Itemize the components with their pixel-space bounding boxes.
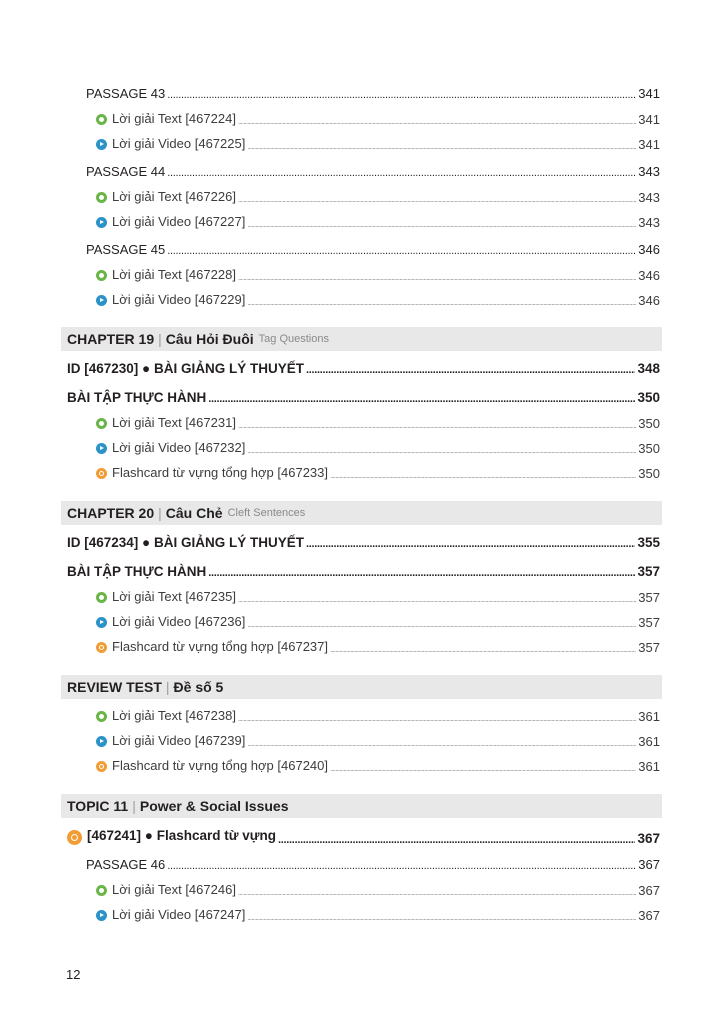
toc-label: PASSAGE 43 [86,86,166,101]
toc-page: 361 [638,734,660,749]
flashcard-icon [96,761,107,772]
toc-label: Lời giải Video [467236] [112,614,246,629]
text-solution-icon [96,114,107,125]
leader-dots [167,89,636,101]
flashcard-icon [67,830,82,845]
toc-text-solution[interactable] [96,189,660,205]
toc-label: Lời giải Video [467225] [112,136,246,151]
toc-page: 357 [637,564,660,579]
toc-video-solution[interactable] [96,214,660,230]
flashcard-icon [96,642,107,653]
toc-text-solution[interactable] [96,589,660,605]
toc-label: ID [467234] ● BÀI GIẢNG LÝ THUYẾT [67,535,304,550]
toc-label: Lời giải Text [467238] [112,708,236,723]
toc-label: Flashcard từ vựng tổng hợp [467237] [112,639,329,654]
video-solution-icon [96,139,107,150]
toc-lecture[interactable] [67,361,660,376]
toc-label: Lời giải Video [467227] [112,214,246,229]
toc-page: 367 [638,908,660,923]
toc-page: 346 [638,293,660,308]
toc-label: PASSAGE 46 [86,857,166,872]
leader-dots [238,423,636,430]
video-solution-icon [96,617,107,628]
toc-page: 367 [638,857,660,872]
toc-page: 350 [637,390,660,405]
video-solution-icon [96,736,107,747]
video-solution-icon [96,295,107,306]
leader-dots [167,245,636,257]
text-solution-icon [96,270,107,281]
toc-text-solution[interactable] [96,415,660,431]
separator: | [158,505,162,521]
toc-label: Flashcard từ vựng tổng hợp [467233] [112,465,329,480]
chapter-19-header [61,327,662,351]
toc-label: BÀI TẬP THỰC HÀNH [67,564,207,579]
toc-flashcard[interactable] [96,639,660,655]
toc-label: Lời giải Video [467247] [112,907,246,922]
toc-label: Lời giải Video [467229] [112,292,246,307]
video-solution-icon [96,910,107,921]
leader-dots [330,647,636,654]
toc-passage-43[interactable] [86,86,660,101]
leader-dots [238,890,636,897]
chapter-name: Câu Hỏi Đuôi [165,331,254,347]
toc-video-solution[interactable] [96,907,660,923]
toc-video-solution[interactable] [96,292,660,308]
toc-video-solution[interactable] [96,136,660,152]
chapter-title: CHAPTER 19 [67,331,155,347]
toc-label: ID [467230] ● BÀI GIẢNG LÝ THUYẾT [67,361,304,376]
toc-page: 343 [638,190,660,205]
toc-page: 341 [638,112,660,127]
text-solution-icon [96,885,107,896]
toc-video-solution[interactable] [96,614,660,630]
toc-page: 355 [637,535,660,550]
toc-label: Flashcard từ vựng tổng hợp [467240] [112,758,329,773]
chapter-title: TOPIC 11 [67,798,129,814]
toc-page: 350 [638,441,660,456]
toc-page: 357 [638,615,660,630]
chapter-name: Đề số 5 [173,679,224,695]
leader-dots [330,766,636,773]
leader-dots [247,915,636,922]
toc-practice[interactable] [67,564,660,579]
toc-page: 350 [638,416,660,431]
toc-label: BÀI TẬP THỰC HÀNH [67,390,207,405]
toc-text-solution[interactable] [96,267,660,283]
chapter-english-name: Cleft Sentences [227,507,306,519]
chapter-name: Power & Social Issues [139,798,289,814]
toc-practice[interactable] [67,390,660,405]
leader-dots [306,538,636,550]
toc-page: 361 [638,709,660,724]
toc-page: 341 [638,86,660,101]
leader-dots [247,144,636,151]
chapter-title: REVIEW TEST [67,679,162,695]
toc-label: [467241] ● Flashcard từ vựng [87,828,277,843]
review-test-header [61,675,662,699]
toc-label: PASSAGE 45 [86,242,166,257]
toc-page: 341 [638,137,660,152]
leader-dots [208,393,635,405]
toc-label: Lời giải Text [467235] [112,589,236,604]
toc-passage-45[interactable] [86,242,660,257]
toc-label: Lời giải Text [467228] [112,267,236,282]
toc-page: 357 [638,590,660,605]
flashcard-icon [96,468,107,479]
video-solution-icon [96,217,107,228]
leader-dots [330,473,636,480]
separator: | [158,331,162,347]
toc-flashcard[interactable] [96,465,660,481]
chapter-20-header [61,501,662,525]
toc-label: Lời giải Text [467224] [112,111,236,126]
toc-text-solution[interactable] [96,882,660,898]
text-solution-icon [96,192,107,203]
toc-label: Lời giải Text [467246] [112,882,236,897]
toc-page: 357 [638,640,660,655]
leader-dots [238,197,636,204]
toc-text-solution[interactable] [96,111,660,127]
chapter-english-name: Tag Questions [258,333,329,345]
leader-dots [247,300,636,307]
text-solution-icon [96,418,107,429]
toc-text-solution[interactable] [96,708,660,724]
separator: | [165,679,170,695]
text-solution-icon [96,711,107,722]
toc-page: 350 [638,466,660,481]
toc-label: PASSAGE 44 [86,164,166,179]
leader-dots [167,167,636,179]
leader-dots [247,448,636,455]
toc-video-solution[interactable] [96,733,660,749]
toc-page: 361 [638,759,660,774]
toc-page: 348 [637,361,660,376]
separator: | [132,798,136,814]
leader-dots [238,716,636,723]
leader-dots [278,834,635,846]
toc-flashcard[interactable] [96,758,660,774]
topic-11-header [61,794,662,818]
page-number: 12 [66,967,81,982]
leader-dots [208,567,635,579]
video-solution-icon [96,443,107,454]
leader-dots [247,222,636,229]
toc-label: Lời giải Video [467239] [112,733,246,748]
toc-passage-44[interactable] [86,164,660,179]
toc-label: Lời giải Text [467226] [112,189,236,204]
toc-label: Lời giải Video [467232] [112,440,246,455]
toc-video-solution[interactable] [96,440,660,456]
leader-dots [247,741,636,748]
leader-dots [306,364,636,376]
toc-page: 343 [638,215,660,230]
text-solution-icon [96,592,107,603]
leader-dots [238,597,636,604]
toc-page: 346 [638,268,660,283]
leader-dots [238,275,636,282]
leader-dots [167,860,636,872]
toc-flashcard-vocab[interactable] [67,828,660,846]
toc-page: 367 [637,831,660,846]
chapter-title: CHAPTER 20 [67,505,155,521]
leader-dots [247,622,636,629]
chapter-name: Câu Chẻ [165,505,223,521]
toc-page: 346 [638,242,660,257]
toc-lecture[interactable] [67,535,660,550]
toc-page: 343 [638,164,660,179]
toc-page: 367 [638,883,660,898]
leader-dots [238,119,636,126]
toc-label: Lời giải Text [467231] [112,415,236,430]
toc-passage-46[interactable] [86,857,660,872]
